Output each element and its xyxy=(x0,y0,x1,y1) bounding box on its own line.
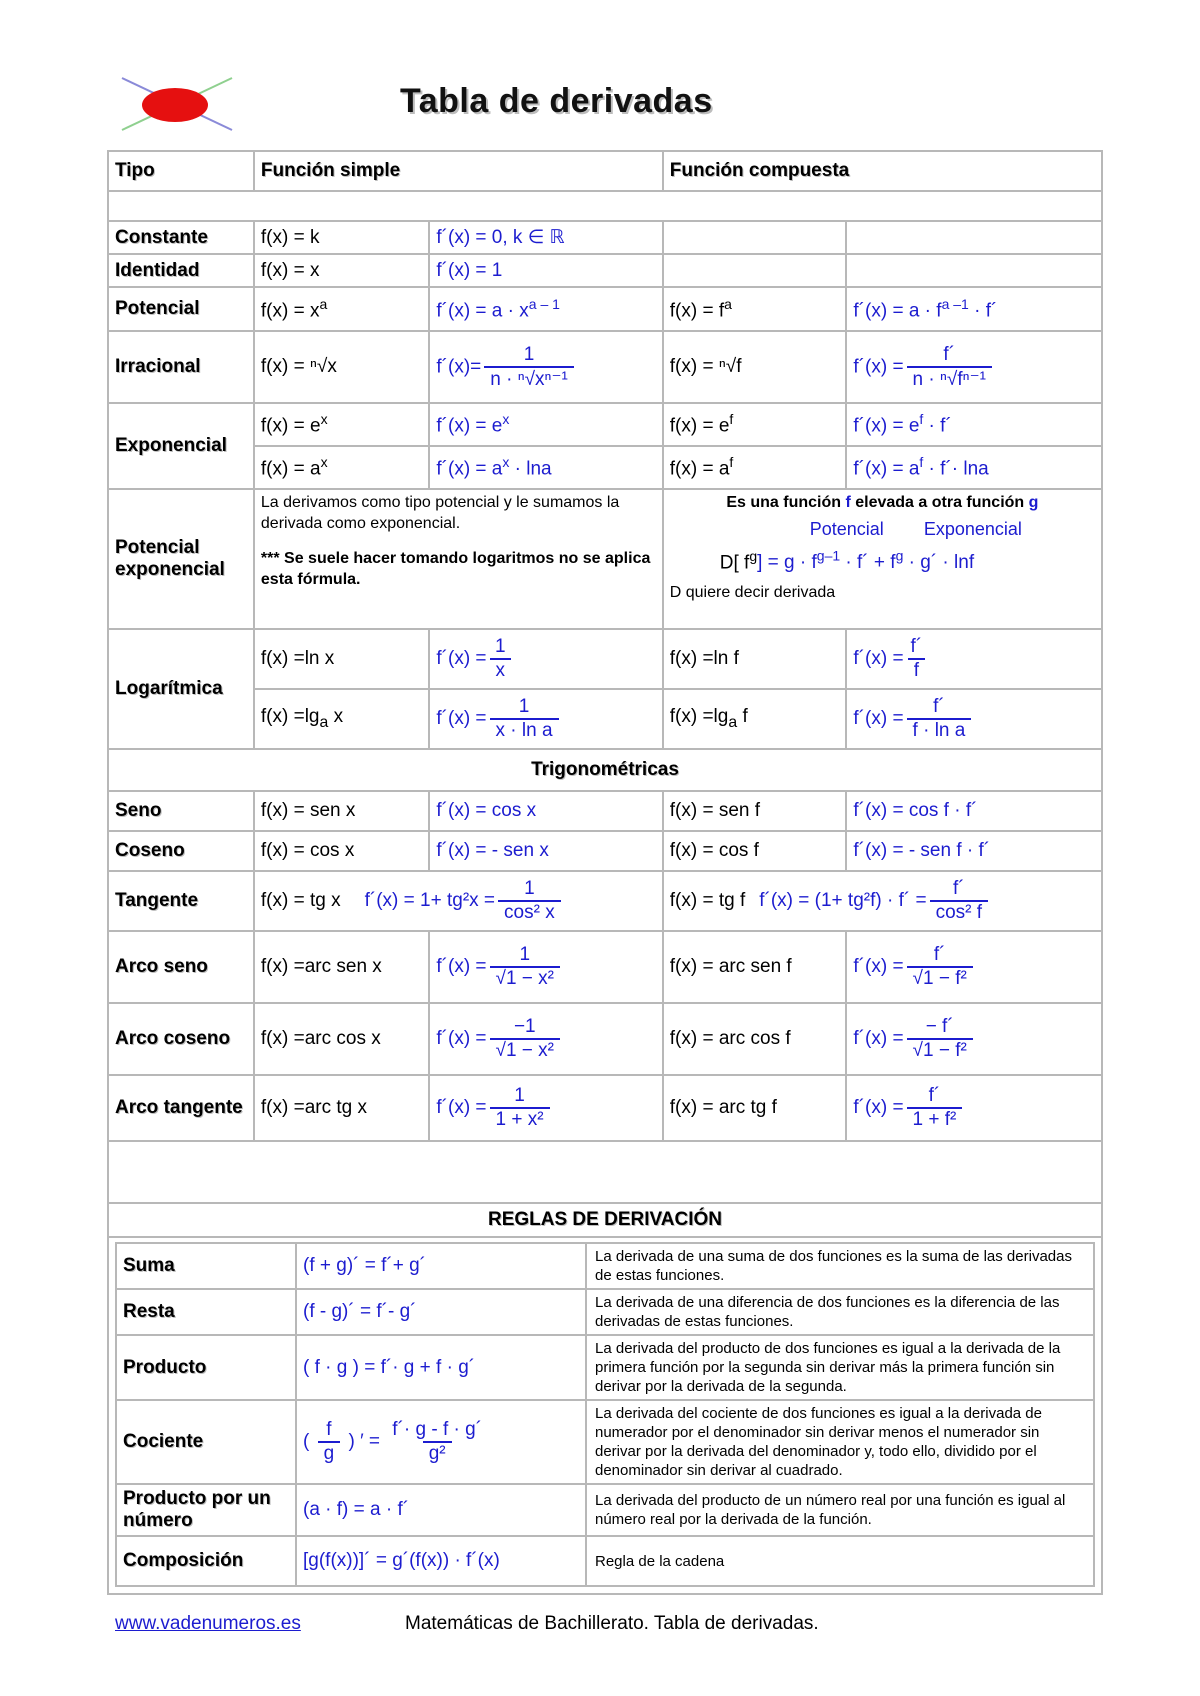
fraction xyxy=(490,944,560,990)
fraction xyxy=(484,344,574,391)
rule-name: Resta xyxy=(116,1289,296,1335)
title-part: elevada a otra función xyxy=(850,494,1029,511)
expr-sup: a – 1 xyxy=(528,295,560,312)
logo-icon xyxy=(120,70,240,140)
simple-function: f(x) = sen x xyxy=(254,791,429,831)
numerator: 1 xyxy=(519,944,531,965)
tipo-label: Coseno xyxy=(108,831,254,871)
explanation-text: La derivamos como tipo potencial y le sumamos la derivada como exponencial. xyxy=(260,494,620,532)
numerator: f xyxy=(326,1419,332,1440)
simple-derivative xyxy=(429,931,662,1003)
tipo-label: Arco seno xyxy=(108,931,254,1003)
denominator: g² xyxy=(423,1441,452,1465)
expr: f´(x) = xyxy=(436,1097,487,1119)
derivatives-table xyxy=(107,150,1103,1595)
spacer-row xyxy=(108,191,1102,221)
fraction xyxy=(490,1085,550,1131)
composite-derivative xyxy=(846,221,1102,254)
composite-function: f(x) = tg f xyxy=(669,890,746,912)
rule-description: La derivada de una suma de dos funciones es la suma de las derivadas de estas funciones. xyxy=(586,1243,1094,1289)
composite-function xyxy=(663,221,847,254)
expr: f´(x)= xyxy=(436,356,482,378)
numerator: f´ xyxy=(928,1085,941,1106)
expr-sup: x xyxy=(320,454,328,471)
formula-sup: g xyxy=(749,548,758,564)
rule-resta xyxy=(116,1289,1094,1335)
expr-sup: x xyxy=(502,411,510,428)
simple-derivative xyxy=(429,331,662,403)
simple-derivative: f´(x) = cos x xyxy=(429,791,662,831)
tipo-label: Exponencial xyxy=(108,403,254,489)
row-constante xyxy=(108,221,1102,254)
rules-title: REGLAS DE DERIVACIÓN xyxy=(108,1203,1102,1237)
fraction xyxy=(388,1419,486,1465)
fraction xyxy=(907,1016,973,1062)
title-g: g xyxy=(1028,494,1039,511)
simple-function: f(x) =arc sen x xyxy=(254,931,429,1003)
expr: f´(x) = xyxy=(853,356,904,378)
numerator: 1 xyxy=(524,878,535,899)
row-irracional xyxy=(108,331,1102,403)
expr: f(x) =lg xyxy=(260,706,320,728)
expr: f´(x) = xyxy=(436,1028,487,1050)
denominator: x · ln a xyxy=(490,718,559,742)
tipo-label: Tangente xyxy=(108,871,254,931)
fraction xyxy=(490,636,512,682)
expr-tail: · lna xyxy=(509,458,552,480)
composite-function xyxy=(663,403,847,446)
rule-formula: (f + g)´ = f´+ g´ xyxy=(296,1243,586,1289)
rule-suma xyxy=(116,1243,1094,1289)
expr: f(x) = f xyxy=(669,300,725,322)
denominator: g xyxy=(318,1441,341,1465)
rule-formula: (f - g)´ = f´- g´ xyxy=(296,1289,586,1335)
expr-sup: f xyxy=(729,411,734,428)
formula-part: ] = g · f xyxy=(757,552,817,574)
expr: f(x) =lg xyxy=(669,706,729,728)
expr: f´(x) = xyxy=(853,956,904,978)
row-arco-coseno xyxy=(108,1003,1102,1075)
expr: f´(x) = e xyxy=(436,415,503,437)
composite-derivative xyxy=(846,403,1102,446)
composite-derivative xyxy=(846,1003,1102,1075)
expr: f´(x) = a xyxy=(436,458,503,480)
rule-producto xyxy=(116,1335,1094,1400)
composite-function xyxy=(663,446,847,489)
rule-formula: [g(f(x))]´ = g´(f(x)) · f´(x) xyxy=(296,1536,586,1586)
composite-derivative: f´(x) = cos f · f´ xyxy=(846,791,1102,831)
title-f: f xyxy=(845,494,851,511)
tipo-label: Potencial exponencial xyxy=(108,489,254,629)
row-arco-seno xyxy=(108,931,1102,1003)
formula-part: · g´ · lnf xyxy=(903,552,975,574)
row-exponencial-a xyxy=(108,446,1102,489)
rule-description: La derivada del producto de un número real por una función es igual al número real por la derivada de la función. xyxy=(586,1484,1094,1536)
formula-part: · f´ + f xyxy=(840,552,896,574)
rule-formula: ( f · g ) = f´· g + f · g´ xyxy=(296,1335,586,1400)
composite-derivative xyxy=(846,629,1102,689)
footer-text: Matemáticas de Bachillerato. Tabla de derivadas. xyxy=(405,1613,819,1634)
expr: f´(x) = xyxy=(853,1097,904,1119)
expr: f´(x) = a · f xyxy=(853,300,942,322)
expr: f´(x) = xyxy=(853,648,904,670)
simple-derivative xyxy=(429,403,662,446)
composite-derivative xyxy=(846,1075,1102,1141)
row-coseno xyxy=(108,831,1102,871)
rule-formula: (a · f) = a · f´ xyxy=(296,1484,586,1536)
composite-derivative xyxy=(846,446,1102,489)
numerator: − f´ xyxy=(925,1016,954,1037)
title-part: Es una función xyxy=(726,494,846,511)
composite-function: f(x) = arc cos f xyxy=(663,1003,847,1075)
tipo-label: Arco tangente xyxy=(108,1075,254,1141)
tipo-label: Seno xyxy=(108,791,254,831)
rule-composicion xyxy=(116,1536,1094,1586)
composite-function xyxy=(663,689,847,749)
fraction xyxy=(907,944,973,990)
expr: f´(x) = xyxy=(853,708,904,730)
expr-tail: · f´ xyxy=(968,300,998,322)
expr-sup: f xyxy=(729,454,734,471)
expr-sup: x xyxy=(502,454,510,471)
expr: f´(x) = xyxy=(436,956,487,978)
denominator: 1 + f² xyxy=(907,1107,963,1131)
denominator: x xyxy=(490,658,512,682)
row-logaritmica-a xyxy=(108,689,1102,749)
numerator: 1 xyxy=(523,343,535,365)
header-simple: Función simple xyxy=(254,151,663,191)
footer-link[interactable]: www.vadenumeros.es xyxy=(115,1613,301,1634)
rule-description: La derivada del cociente de dos funciones es igual a la derivada de numerador por el denominador sin derivar menos el numerador sin derivar por la derivada del denominador y, todo ello, dividido por el denominador sin derivar al cuadrado. xyxy=(586,1400,1094,1484)
simple-function: f(x) = cos x xyxy=(254,831,429,871)
denominator: n · ⁿ√fⁿ⁻¹ xyxy=(907,366,992,391)
fraction xyxy=(907,696,972,742)
expr: f(x) = e xyxy=(669,415,730,437)
composite-derivative xyxy=(846,254,1102,287)
simple-derivative xyxy=(429,629,662,689)
row-logaritmica xyxy=(108,629,1102,689)
numerator: f´· g - f · g´ xyxy=(392,1419,483,1440)
numerator: f´ xyxy=(933,696,945,717)
composite-function: f(x) =ln f xyxy=(663,629,847,689)
expr: f(x) = x xyxy=(260,300,320,322)
formula-rhs xyxy=(757,548,975,574)
spacer-row xyxy=(108,1141,1102,1203)
explanation-note: *** Se suele hacer tomando logaritmos no se aplica esta fórmula. xyxy=(260,550,651,588)
composite-derivative xyxy=(846,931,1102,1003)
simple-function: f(x) = x xyxy=(254,254,429,287)
simple-function xyxy=(254,689,429,749)
expr-sup: a xyxy=(724,295,732,312)
composite-derivative xyxy=(846,331,1102,403)
rule-name: Producto xyxy=(116,1335,296,1400)
denominator: f · ln a xyxy=(907,718,972,742)
expr: f´(x) = xyxy=(436,708,487,730)
header-tipo: Tipo xyxy=(108,151,254,191)
composite-derivative xyxy=(846,287,1102,331)
composite-explanation xyxy=(663,489,1102,629)
formula xyxy=(720,548,1095,574)
formula-note: D quiere decir derivada xyxy=(669,584,836,602)
simple-function xyxy=(254,403,429,446)
expr-sub: a xyxy=(319,713,329,731)
simple-derivative: f´(x) = 0, k ∈ ℝ xyxy=(429,221,662,254)
denominator: √1 − f² xyxy=(907,1038,973,1062)
rules-container xyxy=(108,1237,1102,1594)
tipo-label: Arco coseno xyxy=(108,1003,254,1075)
denominator: cos² x xyxy=(498,900,561,924)
numerator: f´ xyxy=(943,343,956,365)
row-identidad xyxy=(108,254,1102,287)
tipo-label: Logarítmica xyxy=(108,629,254,749)
composite-derivative xyxy=(663,871,1102,931)
section-title: Trigonométricas xyxy=(108,749,1102,791)
expr: f´(x) = xyxy=(853,1028,904,1050)
brace-labels xyxy=(810,519,1095,540)
rule-description: Regla de la cadena xyxy=(586,1536,1094,1586)
expr-sub: a xyxy=(728,713,738,731)
tipo-label: Constante xyxy=(108,221,254,254)
expr: f´(x) = a · x xyxy=(436,300,529,322)
simple-function xyxy=(254,446,429,489)
expr-sup: x xyxy=(320,411,328,428)
simple-derivative: f´(x) = - sen x xyxy=(429,831,662,871)
simple-function xyxy=(254,287,429,331)
rule-formula: ( $\frac{f}{g}$ ) ′ = $\frac{f´\cdot g - f \cdot g´}{\text{g²}}$ xyxy=(296,1400,586,1484)
row-seno xyxy=(108,791,1102,831)
expr: f(x) = a xyxy=(260,458,321,480)
composite-function: f(x) = cos f xyxy=(663,831,847,871)
simple-function: f(x) =arc cos x xyxy=(254,1003,429,1075)
tipo-label: Identidad xyxy=(108,254,254,287)
numerator: 1 xyxy=(518,696,530,717)
expr-sup: a xyxy=(319,295,328,312)
fraction xyxy=(930,878,988,924)
tipo-label: Potencial xyxy=(108,287,254,331)
rule-name: Cociente xyxy=(116,1400,296,1484)
denominator: 1 + x² xyxy=(490,1107,550,1131)
row-potencial xyxy=(108,287,1102,331)
composite-derivative: f´(x) = - sen f · f´ xyxy=(846,831,1102,871)
fraction xyxy=(907,636,927,682)
tipo-label: Irracional xyxy=(108,331,254,403)
page-title: Tabla de derivadas xyxy=(400,82,713,120)
fraction xyxy=(318,1419,341,1465)
fraction xyxy=(498,878,561,924)
simple-derivative xyxy=(429,1003,662,1075)
formula-lhs: D[ f xyxy=(719,552,750,574)
composite-function: f(x) = arc sen f xyxy=(663,931,847,1003)
composite-function xyxy=(663,287,847,331)
numerator: −1 xyxy=(513,1016,536,1037)
fraction xyxy=(907,1085,963,1131)
expr: f´(x) = (1+ tg²f) · f´ = xyxy=(759,890,927,912)
rule-cociente xyxy=(116,1400,1094,1484)
composite-function: f(x) = arc tg f xyxy=(663,1075,847,1141)
denominator: n · ⁿ√xⁿ⁻¹ xyxy=(484,366,574,391)
denominator: √1 − f² xyxy=(907,966,973,990)
composite-function: f(x) = ⁿ√f xyxy=(663,331,847,403)
simple-function: f(x) = ⁿ√x xyxy=(254,331,429,403)
expr-tail: · f´· lna xyxy=(923,458,989,480)
formula-sup: g–1 xyxy=(816,548,841,564)
rule-name: Producto por un número xyxy=(116,1484,296,1536)
composite-derivative xyxy=(846,689,1102,749)
simple-function: f(x) = tg x xyxy=(260,890,341,912)
simple-derivative: f´(x) = 1 xyxy=(429,254,662,287)
expr-sup: a –1 xyxy=(941,295,969,312)
simple-derivative xyxy=(254,871,663,931)
rule-name: Composición xyxy=(116,1536,296,1586)
composite-function: f(x) = sen f xyxy=(663,791,847,831)
expr: f´(x) = 1+ tg²x = xyxy=(364,890,496,912)
fraction xyxy=(490,696,559,742)
expr: f(x) = e xyxy=(260,415,321,437)
simple-function: f(x) =ln x xyxy=(254,629,429,689)
fraction xyxy=(907,344,992,391)
rule-description: La derivada del producto de dos funciones es igual a la derivada de la primera función por la segunda sin derivar más la primera función sin derivar por la derivada de la segunda. xyxy=(586,1335,1094,1400)
composite-function xyxy=(663,254,847,287)
expr-tail: x xyxy=(328,706,344,728)
denominator: √1 − x² xyxy=(490,966,560,990)
expr-tail: · f´ xyxy=(923,415,952,437)
expr-tail: f xyxy=(737,706,748,728)
expr: f´(x) = a xyxy=(853,458,920,480)
row-exponencial xyxy=(108,403,1102,446)
expr-sup: f xyxy=(919,454,924,471)
formula-sup: g xyxy=(895,548,904,564)
rule-description: La derivada de una diferencia de dos funciones es la diferencia de las derivadas de estas funciones. xyxy=(586,1289,1094,1335)
denominator: cos² f xyxy=(930,900,988,924)
brace-label-exponencial: Exponencial xyxy=(923,519,1022,539)
simple-function: f(x) = k xyxy=(254,221,429,254)
rule-producto-numero xyxy=(116,1484,1094,1536)
simple-function: f(x) =arc tg x xyxy=(254,1075,429,1141)
denominator: √1 − x² xyxy=(490,1038,560,1062)
expr: f´(x) = xyxy=(436,648,487,670)
numerator: 1 xyxy=(514,1085,525,1106)
expr-sup: f xyxy=(919,411,924,428)
section-trigonometricas xyxy=(108,749,1102,791)
row-arco-tangente xyxy=(108,1075,1102,1141)
denominator: f xyxy=(908,658,925,682)
simple-derivative xyxy=(429,689,662,749)
fraction xyxy=(490,1016,560,1062)
simple-explanation xyxy=(254,489,663,629)
brace-label-potencial: Potencial xyxy=(809,519,884,539)
row-potencial-exponencial xyxy=(108,489,1102,629)
expr: f´(x) = e xyxy=(853,415,920,437)
row-tangente xyxy=(108,871,1102,931)
header-compuesta: Función compuesta xyxy=(663,151,1102,191)
simple-derivative xyxy=(429,1075,662,1141)
composite-title xyxy=(670,492,1095,513)
numerator: f´ xyxy=(910,636,923,657)
expr: f(x) = a xyxy=(669,458,730,480)
rule-name: Suma xyxy=(116,1243,296,1289)
numerator: 1 xyxy=(494,636,506,657)
simple-derivative xyxy=(429,287,662,331)
numerator: f´ xyxy=(933,944,946,965)
simple-derivative xyxy=(429,446,662,489)
numerator: f´ xyxy=(953,878,965,899)
